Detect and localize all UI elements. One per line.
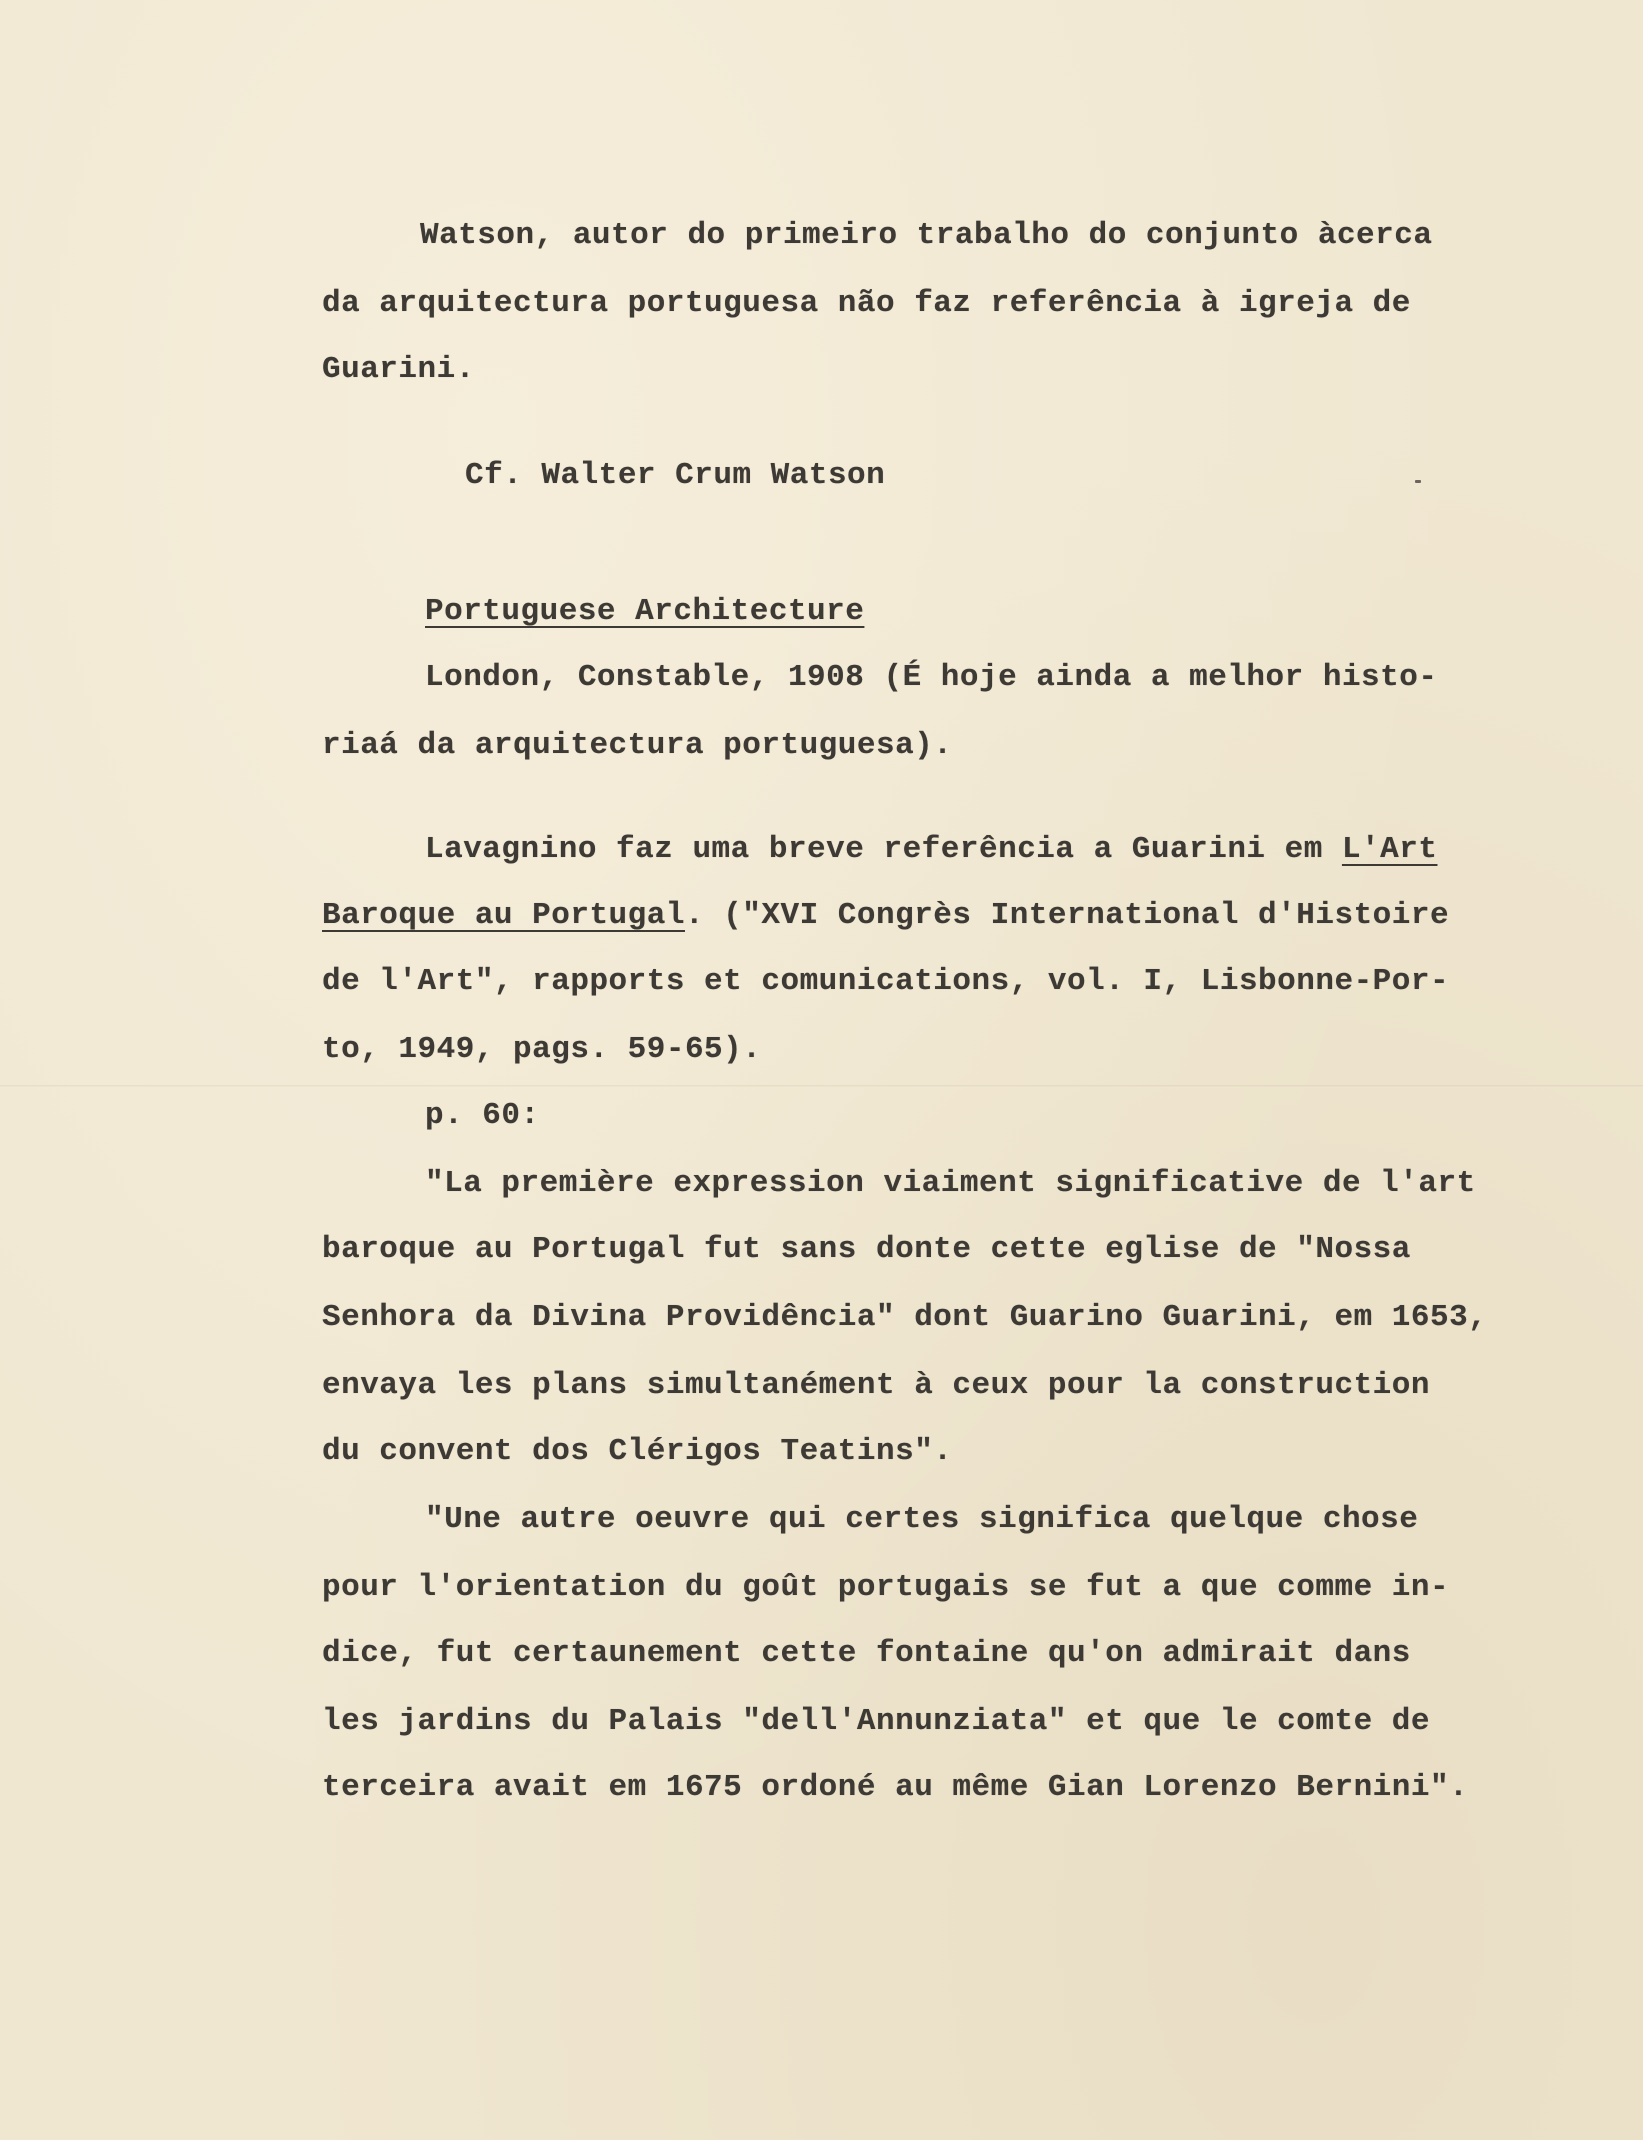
paragraph1-line3: Guarini.	[322, 352, 475, 387]
quote2-line5: terceira avait em 1675 ordoné au même Gian Lorenzo Bernini".	[322, 1770, 1469, 1805]
quote2-line1: "Une autre oeuvre qui certes significa quelque chose	[425, 1502, 1419, 1537]
book-details-line2: riaá da arquitectura portuguesa).	[322, 728, 953, 763]
quote2-line2: pour l'orientation du goût portugais se fut a que comme in-	[322, 1570, 1450, 1605]
paragraph2-line2	[322, 898, 1449, 934]
paper-fold	[0, 1085, 1643, 1088]
article-title-part1: L'Art	[1341, 832, 1438, 867]
paragraph2-line4: to, 1949, pags. 59-65).	[322, 1032, 762, 1067]
paragraph2-line2-text: . ("XVI Congrès International d'Histoire	[684, 898, 1450, 933]
quote1-line5: du convent dos Clérigos Teatins".	[322, 1434, 953, 1469]
page-reference: p. 60:	[425, 1098, 540, 1133]
article-title-part2: Baroque au Portugal	[322, 898, 685, 933]
paragraph2-line1-text: Lavagnino faz uma breve referência a Guarini em	[425, 832, 1342, 867]
book-title: Portuguese Architecture	[425, 594, 865, 629]
quote1-line4: envaya les plans simultanément à ceux pour la construction	[322, 1368, 1430, 1403]
citation-intro: Cf. Walter Crum Watson	[465, 458, 886, 493]
quote1-line2: baroque au Portugal fut sans donte cette eglise de "Nossa	[322, 1232, 1411, 1267]
quote2-line4: les jardins du Palais "dell'Annunziata" et que le comte de	[322, 1704, 1430, 1739]
quote2-line3: dice, fut certaunement cette fontaine qu'on admirait dans	[322, 1636, 1411, 1671]
quote1-line1: "La première expression viaiment significative de l'art	[425, 1166, 1476, 1201]
paragraph1-line1: Watson, autor do primeiro trabalho do conjunto àcerca	[420, 218, 1433, 253]
quote1-line3: Senhora da Divina Providência" dont Guarino Guarini, em 1653,	[322, 1300, 1488, 1335]
book-details-line1: London, Constable, 1908 (É hoje ainda a melhor histo-	[425, 660, 1438, 695]
paragraph2-line1	[425, 832, 1437, 868]
paragraph2-line3: de l'Art", rapports et comunications, vol. I, Lisbonne-Por-	[322, 964, 1450, 999]
ink-speck	[1415, 480, 1421, 483]
paragraph1-line2: da arquitectura portuguesa não faz referência à igreja de	[322, 286, 1411, 321]
